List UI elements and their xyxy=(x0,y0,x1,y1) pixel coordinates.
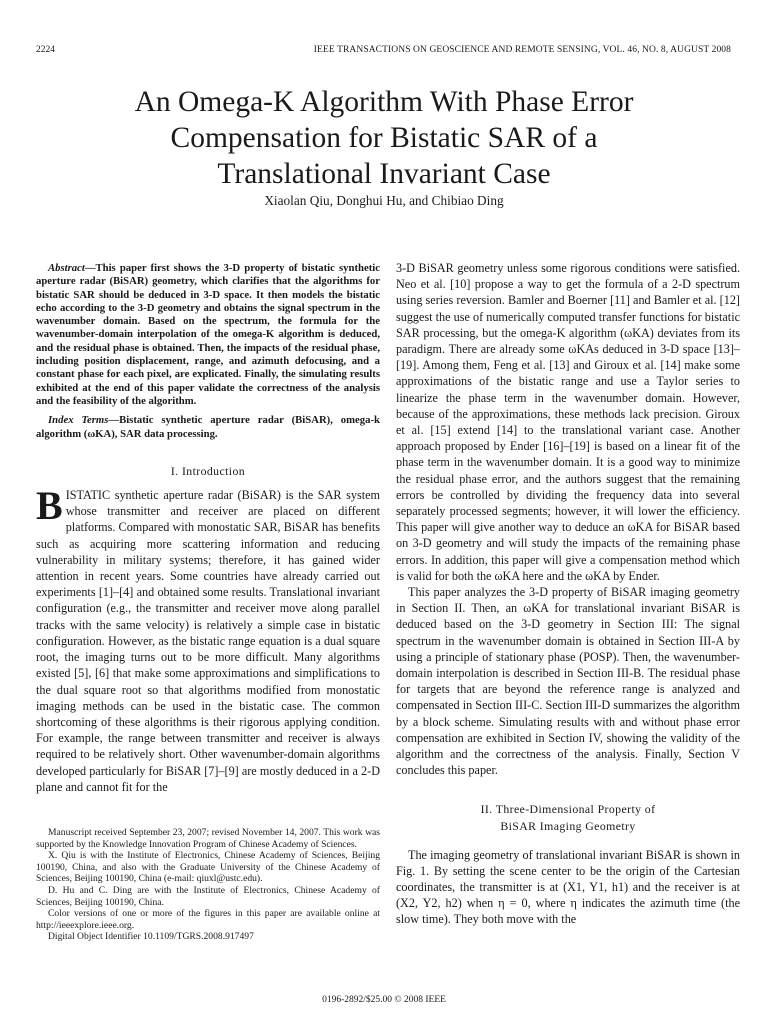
abstract xyxy=(36,262,380,408)
intro-paragraph-text: ISTATIC synthetic aperture radar (BiSAR) is the SAR system whose transmitter and receiver are placed on different platforms. Compared with monostatic SAR, BiSAR has benefits such as acquiring more scattering information and reducing vulnerability in military systems; therefore, it has gained wider attention in recent years. Some countries have already carried out experiments [1]–[4] and obtained some results. Translational invariant configuration (e.g., the transmitter and receiver move along parallel tracks with the same velocity) is relatively a simple case in bistatic configuration. However, as the bistatic range equation is a dual square root, the imaging turns out to be more difficult. Many algorithms existed [5], [6] that make some approximations and simplifications to the dual square root so that algorithms modified from monostatic imaging methods can be used in the bistatic case. The common shortcoming of these algorithms is their rigorous applying condition. For example, the range between transmitter and receiver is always required to be relatively short. Other wavenumber-domain algorithms developed particularly for BiSAR [7]–[9] are mostly deduced in a 2-D plane and cannot fit for the xyxy=(36,488,380,794)
index-terms-text: —Bistatic synthetic aperture radar (BiSAR), omega-k algorithm (ωKA), SAR data processing. xyxy=(36,414,380,440)
title-line: Translational Invariant Case xyxy=(217,158,551,190)
footnote: Digital Object Identifier 10.1109/TGRS.2008.917497 xyxy=(48,931,254,943)
footnote: D. Hu and C. Ding are with the Institute of Electronics, Chinese Academy of Sciences, Beijing 100190, China. xyxy=(36,884,380,908)
title-line: Compensation for Bistatic SAR of a xyxy=(170,122,598,154)
footnote: Manuscript received September 23, 2007; revised November 14, 2007. This work was supported by the Knowledge Innovation Program of Chinese Academy of Sciences. xyxy=(36,827,380,850)
footnotes xyxy=(36,827,380,943)
section-heading-geometry xyxy=(396,801,740,835)
abstract-lead: Abstract xyxy=(48,262,85,274)
page-number: 2224 xyxy=(36,45,55,55)
abstract-text: —This paper first shows the 3-D property of bistatic synthetic aperture radar (BiSAR) geometry, which clarifies that the algorithms for bistatic SAR should be deduced in 3-D space. It then models the bistatic echo according to the 3-D geometry and obtains the signal spectrum in the wavenumber domain. Based on the spectrum, the formula for the wavenumber-domain interpolation of the omega-K algorithm is deduced, and the residual phase is obtained. Then, the impacts of the residual phase, including position displacement, range, and azimuth defocusing, and a constant phase for each pixel, are explicated. Finally, the simulating results exhibited at the end of this paper validate the correctness of the analysis and the feasibility of the algorithm. xyxy=(36,262,380,407)
intro-paragraph-continued: 3-D BiSAR geometry unless some rigorous conditions were satisfied. Neo et al. [10] propose a way to get the formula of a 2-D spectrum using series reversion. Bamler and Boerner [11] and Bamler et al. [12] suggest the use of numerically computed transfer functions for bistatic SAR processing, but the omega-K algorithm (ωKA) deviates from its paradigm. There are already some ωKAs deduced in 3-D space [13]–[19]. Among them, Feng et al. [13] and Giroux et al. [14] make some approximations of the bistatic range and use a Taylor series to linearize the phase term in the wavenumber domain. However, because of the approximations, these methods lack precision. Giroux et al. [15] extend [14] to the translational variant case. Another approach proposed by Ender [16]–[19] is based on a linear fit of the phase term in the wavenumber domain. It is a good way to minimize the residual phase error, and the authors suggest that the remaining errors be controlled by dividing the frequency data into several separately processed segments; however, it will lower the efficiency. This paper will give another way to deduce an ωKA for BiSAR based on 3-D geometry and will study the impacts of the remaining phase errors. In addition, this paper will give a compensation method which is valid for both the ωKA here and the ωKA by Ender. xyxy=(396,261,740,583)
section-heading-line: BiSAR Imaging Geometry xyxy=(500,818,636,833)
right-column xyxy=(396,260,740,928)
title-line: An Omega-K Algorithm With Phase Error xyxy=(134,86,634,118)
running-header: IEEE TRANSACTIONS ON GEOSCIENCE AND REMOTE SENSING, VOL. 46, NO. 8, AUGUST 2008 xyxy=(313,45,731,55)
paper-title xyxy=(0,84,768,192)
index-terms xyxy=(36,414,380,441)
index-terms-lead: Index Terms xyxy=(48,414,109,427)
outline-paragraph: This paper analyzes the 3-D property of BiSAR imaging geometry in Section II. Then, an ωKA for translational invariant BiSAR is deduced based on the 3-D geometry in Section III: The signal spectrum in the wavenumber domain is obtained in Section III-A by using a principle of stationary phase (POSP). Then, the wavenumber-domain interpolation is described in Section III-B. The residual phase for targets that are beyond the reference range is analyzed and compensated in Section III-C. Section III-D summarizes the algorithm by a block scheme. Simulating results with and without phase error compensation are exhibited in Section IV, showing the validity of the algorithm and the correctness of the analysis. Finally, Section V concludes this paper. xyxy=(396,585,740,778)
section-heading-introduction: I. Introduction xyxy=(170,463,246,478)
intro-paragraph xyxy=(36,483,380,795)
geometry-paragraph: The imaging geometry of translational invariant BiSAR is shown in Fig. 1. By setting the scene center to be the origin of the Cartesian coordinates, the transmitter is at (X1, Y1, h1) and the receiver is at (X2, Y2, h2) when η = 0, where η indicates the azimuth time (the slow time). They both move with the xyxy=(396,847,740,927)
section-heading-line: II. Three-Dimensional Property of xyxy=(480,801,656,816)
drop-cap: B xyxy=(36,483,63,529)
author-list: Xiaolan Qiu, Donghui Hu, and Chibiao Ding xyxy=(264,193,504,208)
copyright-footer: 0196-2892/$25.00 © 2008 IEEE xyxy=(322,995,446,1005)
footnote: X. Qiu is with the Institute of Electronics, Chinese Academy of Sciences, Beijing 100190, China, and also with the Graduate University of the Chinese Academy of Sciences, Beijing 100190, China (e-mail: qiuxl@ustc.edu). xyxy=(36,850,380,885)
left-column xyxy=(36,262,380,795)
footnote: Color versions of one or more of the figures in this paper are available online at http://ieeexplore.ieee.org. xyxy=(36,908,380,931)
